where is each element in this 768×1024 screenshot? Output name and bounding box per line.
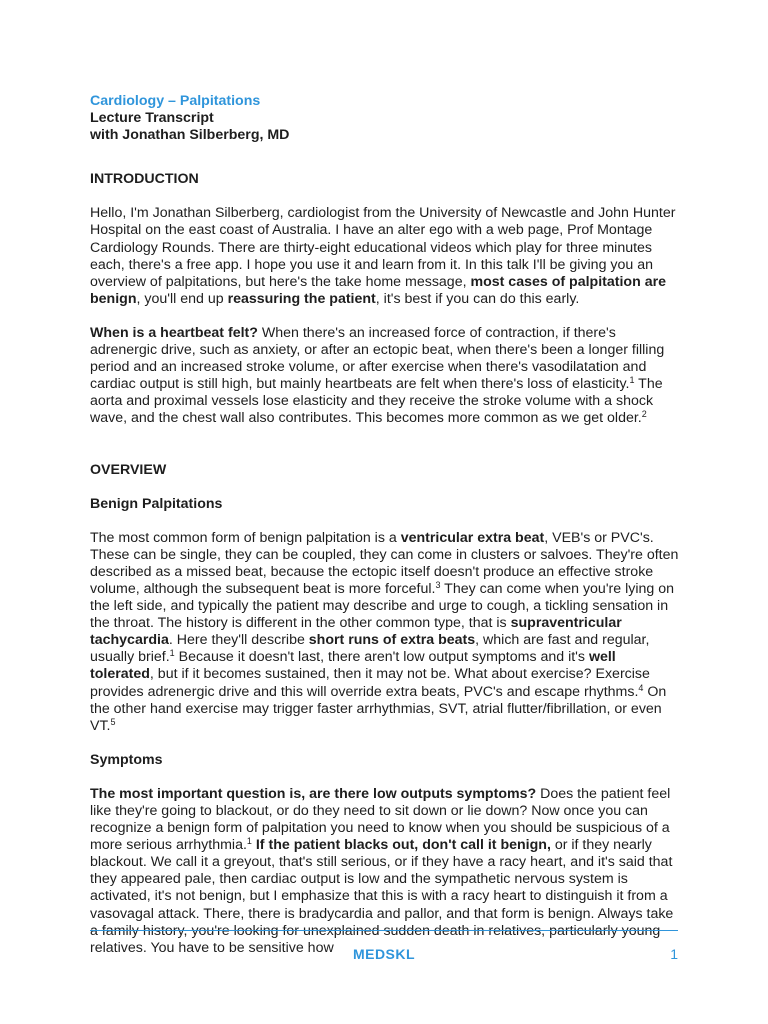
subheading-benign-palpitations: Benign Palpitations — [90, 495, 223, 512]
document-subject: Cardiology – Palpitations — [90, 93, 261, 109]
text-run: The most common form of benign palpitation is a — [90, 529, 401, 546]
text-run: or if they nearly blackout. We call it a greyout, that's still serious, or if they have a racy heart, and it's said that they appeared pale, then cardiac output is low and the sympathetic nervous system is activated, it's not benign, but I emphasize that this is with a racy heart to distinguish it from a vasovagal attack. There, there is bradycardia and pallor, and that form is benign. Always take a family history, you're looking for unexplained sudden death in relatives, particularly young relatives. You have to be sensitive how — [90, 837, 674, 956]
emphasis-text: The most important question is, are there low outputs symptoms? — [90, 785, 537, 802]
intro-paragraph-2 — [90, 325, 680, 428]
emphasis-text: When is a heartbeat felt? — [90, 324, 258, 341]
page-number: 1 — [670, 946, 678, 962]
symptoms-paragraph — [90, 786, 680, 957]
emphasis-text: reassuring the patient — [227, 290, 376, 307]
footer-divider — [90, 930, 678, 931]
text-run: , it's best if you can do this early. — [375, 290, 580, 307]
document-header — [90, 93, 680, 144]
document-presenter: with Jonathan Silberberg, MD — [90, 127, 290, 144]
emphasis-text: short runs of extra beats — [308, 632, 476, 649]
text-run: , you'll end up — [136, 290, 228, 307]
text-run: Does the patient feel like they're going to blackout, or do they need to sit down or lie down? Now once you can recognize a benign form of palpitation you need to know when you should be suspicious of a more serious arrhythmia. — [90, 785, 671, 854]
text-run: , which are fast and regular, usually brief. — [90, 632, 650, 666]
footnote-ref: 2 — [641, 409, 647, 420]
text-run: , but if it becomes sustained, then it may not be. What about exercise? Exercise provides adrenergic drive and this will override extra beats, PVC's and escape rhythms. — [90, 666, 650, 700]
footnote-ref: 4 — [638, 682, 644, 693]
footnote-ref: 1 — [169, 648, 175, 659]
text-run: When there's an increased force of contraction, if there's adrenergic drive, such as anxiety, or after an ectopic beat, when there's been a longer filling period and an increased stroke volume, or after exercise when there's vasodilatation and cardiac output is still high, but mainly heartbeats are felt when there's loss of elasticity. — [90, 324, 665, 393]
section-heading-overview: OVERVIEW — [90, 461, 167, 478]
text-run: . Here they'll describe — [168, 632, 309, 649]
emphasis-text: ventricular extra beat — [400, 529, 545, 546]
text-run: On the other hand exercise may trigger faster arrhythmias, SVT, atrial flutter/fibrillation, or even VT. — [90, 683, 667, 734]
footnote-ref: 1 — [629, 375, 635, 386]
footnote-ref: 1 — [246, 836, 252, 847]
text-run: , VEB's or PVC's. These can be single, they can be coupled, they can come in clusters or salvoes. They're often described as a missed beat, because the ectopic itself doesn't produce an effective stroke volume, although the subsequent beat is more forceful. — [90, 529, 679, 597]
footer-brand-logo: MEDSKL — [352, 946, 416, 962]
text-run: They can come when you're lying on the left side, and typically the patient may describe and urge to cough, a tickling sensation in the throat. The history is different in the other common type, that is — [90, 580, 674, 632]
emphasis-text: If the patient blacks out, don't call it benign, — [251, 837, 551, 854]
emphasis-text: well tolerated — [90, 649, 616, 683]
footnote-ref: 3 — [435, 579, 441, 590]
text-run: The aorta and proximal vessels lose elasticity and they receive the stroke volume with a shock wave, and the chest wall also contributes. This becomes more common as we get older. — [90, 376, 663, 427]
footnote-ref: 5 — [110, 716, 116, 727]
subheading-symptoms: Symptoms — [90, 751, 163, 768]
emphasis-text: most cases of palpitation are benign — [90, 273, 666, 307]
text-run: Because it doesn't last, there aren't low output symptoms and it's — [174, 649, 589, 666]
benign-paragraph — [90, 530, 680, 735]
emphasis-text: supraventricular tachycardia — [90, 615, 622, 649]
document-page — [90, 93, 680, 957]
text-run: Hello, I'm Jonathan Silberberg, cardiologist from the University of Newcastle and John Hunter Hospital on the east coast of Australia. I have an alter ego with a web page, Prof Montage Cardiology Rounds. There are thirty-eight educational videos which play for three minutes each, there's a free app. I hope you use it and learn from it. In this talk I'll be giving you an overview of palpitations, but here's the take home message, — [90, 205, 676, 290]
section-heading-introduction: INTRODUCTION — [90, 171, 199, 188]
intro-paragraph-1 — [90, 205, 680, 308]
document-type: Lecture Transcript — [90, 110, 214, 127]
